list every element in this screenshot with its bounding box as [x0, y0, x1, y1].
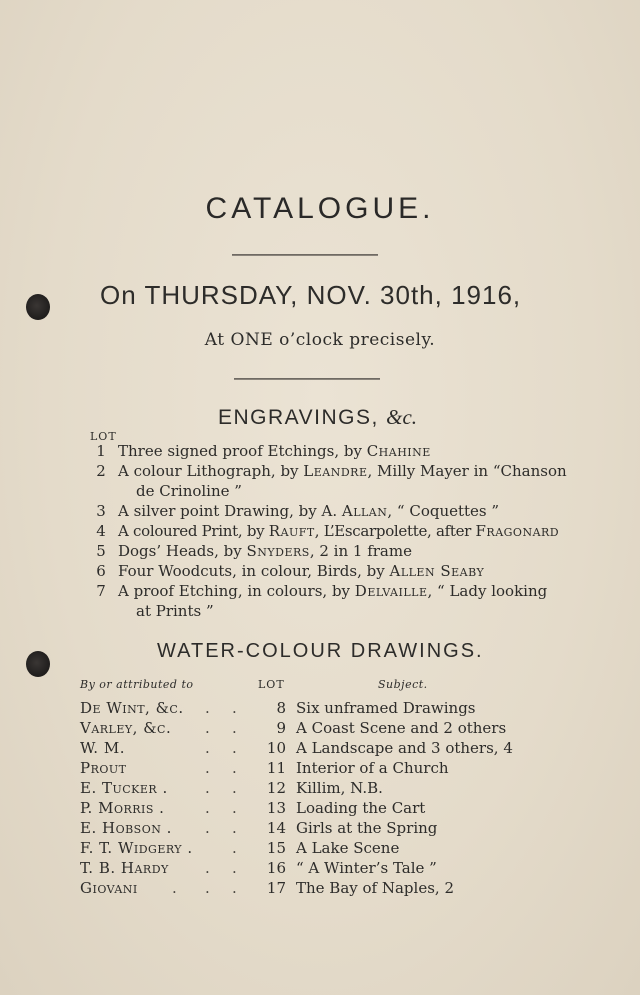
lot-number: 16 — [266, 859, 286, 877]
subject-text: Girls at the Spring — [296, 819, 438, 837]
list-item — [90, 561, 540, 581]
list-item — [90, 501, 540, 521]
binding-hole-bottom — [26, 651, 50, 677]
lot-description: A colour Lithograph, by Leandre, Milly Mayer in “Chanson — [118, 462, 567, 480]
lot-description-continued: de Crinoline ” — [136, 482, 242, 500]
engravings-lot-heading: LOT — [90, 430, 117, 443]
lot-number: 8 — [276, 699, 286, 717]
artist-name: Varley, &c. — [80, 719, 172, 737]
list-item — [90, 461, 567, 501]
lot-number: 1 — [96, 442, 106, 460]
artist-name: F. T. Widgery . — [80, 839, 193, 857]
engravings-list — [90, 441, 567, 621]
table-row: De Wint, &c. . . 8 Six unframed Drawings — [80, 699, 476, 717]
subject-text: Loading the Cart — [296, 799, 426, 817]
list-item — [90, 581, 548, 621]
table-row: F. T. Widgery . . 15 A Lake Scene — [80, 839, 400, 857]
table-row: P. Morris . . . 13 Loading the Cart — [80, 799, 426, 817]
watercolours-table — [80, 698, 540, 898]
list-item — [90, 521, 560, 541]
engravings-heading — [218, 405, 417, 430]
artist-name: T. B. Hardy — [80, 859, 169, 877]
lot-number: 3 — [96, 502, 106, 520]
lot-number: 7 — [96, 582, 106, 600]
lot-description-continued: at Prints ” — [136, 602, 214, 620]
column-header-lot: LOT — [258, 678, 285, 691]
lot-number: 13 — [266, 799, 286, 817]
lot-number: 15 — [266, 839, 286, 857]
lot-number: 10 — [266, 739, 286, 757]
table-row: Varley, &c. . . 9 A Coast Scene and 2 others — [80, 719, 507, 737]
table-row: T. B. Hardy . . 16 “ A Winter’s Tale ” — [80, 859, 437, 877]
lot-description: A proof Etching, in colours, by Delvaille, “ Lady looking — [118, 582, 548, 600]
title-divider — [232, 254, 378, 256]
lot-number: 17 — [266, 879, 286, 897]
lot-description: A silver point Drawing, by A. Allan, “ Coquettes ” — [118, 502, 500, 520]
subject-text: A Coast Scene and 2 others — [296, 719, 507, 737]
artist-name: Prout — [80, 759, 127, 777]
artist-name: E. Hobson . — [80, 819, 172, 837]
lot-description: Three signed proof Etchings, by Chahine — [118, 442, 431, 460]
lot-number: 6 — [96, 562, 106, 580]
time-divider — [234, 378, 380, 380]
lot-description: Dogs’ Heads, by Snyders, 2 in 1 frame — [118, 542, 412, 560]
subject-text: The Bay of Naples, 2 — [296, 879, 454, 897]
lot-number: 5 — [96, 542, 106, 560]
column-header-subject: Subject. — [378, 678, 428, 691]
table-row: E. Tucker . . . 12 Killim, N.B. — [80, 779, 383, 797]
column-header-artist: By or attributed to — [80, 678, 194, 691]
table-row: Prout . . 11 Interior of a Church — [80, 759, 449, 777]
sale-date: On THURSDAY, NOV. 30th, 1916, — [100, 280, 522, 310]
subject-text: Interior of a Church — [296, 759, 449, 777]
table-row: W. M. . . 10 A Landscape and 3 others, 4 — [80, 739, 513, 757]
artist-name: W. M. — [80, 739, 125, 757]
lot-number: 14 — [266, 819, 286, 837]
engravings-heading-text: ENGRAVINGS, — [218, 406, 379, 429]
table-row: Giovani . . . 17 The Bay of Naples, 2 — [80, 879, 454, 897]
sale-time: At ONE o’clock precisely. — [204, 330, 436, 350]
subject-text: A Landscape and 3 others, 4 — [296, 739, 513, 757]
subject-text: Killim, N.B. — [296, 779, 383, 797]
lot-description: A coloured Print, by Rauft, L’Escarpolette, after Fragonard — [118, 522, 560, 540]
watercolours-heading: WATER-COLOUR DRAWINGS. — [157, 640, 484, 662]
artist-name: P. Morris . — [80, 799, 165, 817]
lot-description: Four Woodcuts, in colour, Birds, by Allen Seaby — [118, 562, 485, 580]
binding-hole-top — [26, 294, 50, 320]
table-row: E. Hobson . . . 14 Girls at the Spring — [80, 819, 438, 837]
list-item — [90, 441, 540, 461]
lot-number: 11 — [266, 759, 286, 777]
artist-name: De Wint, &c. — [80, 699, 184, 717]
artist-name: Giovani — [80, 879, 138, 897]
page-title: CATALOGUE. — [205, 192, 435, 225]
subject-text: A Lake Scene — [296, 839, 400, 857]
lot-number: 9 — [276, 719, 286, 737]
engravings-heading-suffix: &c. — [386, 405, 418, 429]
list-item — [90, 541, 540, 561]
subject-text: Six unframed Drawings — [296, 699, 476, 717]
artist-name: E. Tucker . — [80, 779, 168, 797]
lot-number: 4 — [96, 522, 106, 540]
subject-text: “ A Winter’s Tale ” — [296, 859, 437, 877]
lot-number: 12 — [266, 779, 286, 797]
lot-number: 2 — [96, 462, 106, 480]
